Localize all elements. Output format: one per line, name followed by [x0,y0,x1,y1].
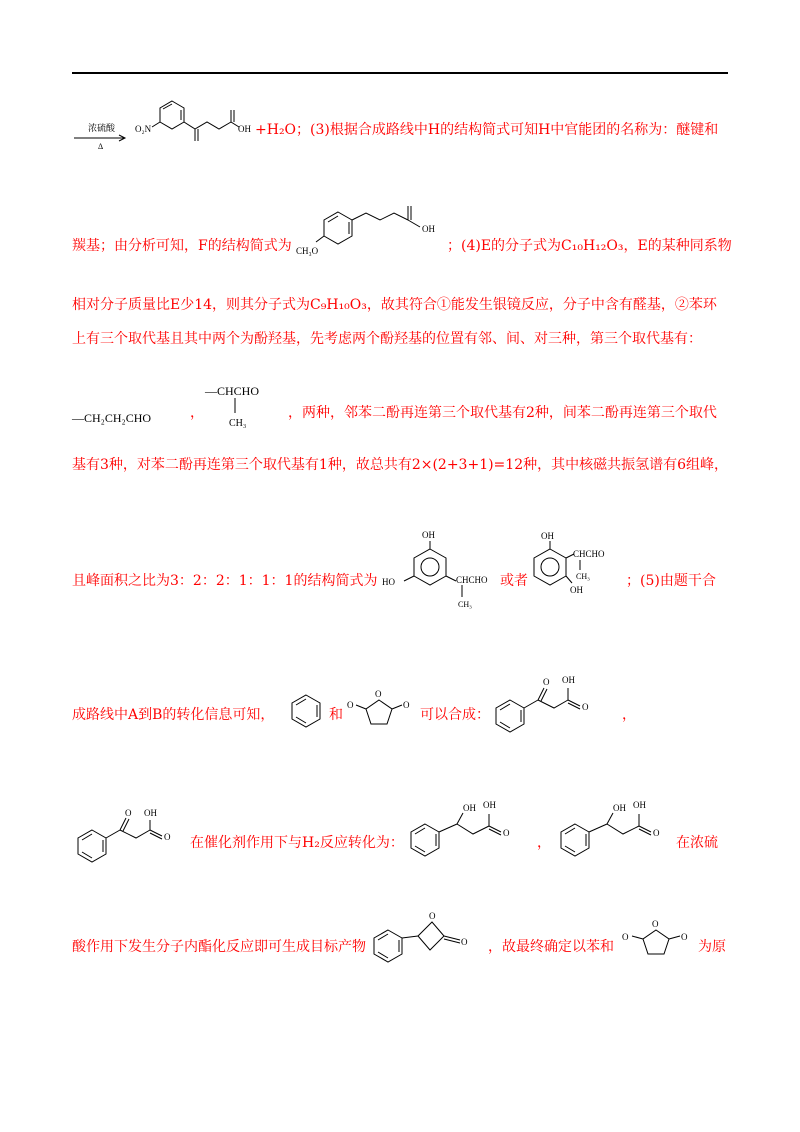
svg-text:O: O [375,689,382,699]
header-rule [72,72,728,74]
svg-text:OH: OH [541,531,554,541]
text-line-10c: 为原 [698,939,726,955]
svg-text:OH: OH [613,803,626,813]
svg-text:O: O [125,808,132,818]
text-line-8b: 和 [329,707,343,723]
text-line-10b: ，故最终确定以苯和 [488,939,614,955]
text-line-7c: ；(5)由题干合 [626,573,716,589]
svg-text:O: O [681,932,688,942]
text-line-6: 基有3种，对苯二酚再连第三个取代基有1种，故总共有2×(2+3+1)=12种，其中核磁共振氢谱有6组峰， [72,457,729,473]
svg-text:O: O [403,700,410,710]
svg-text:CH₃: CH₃ [576,572,590,581]
text-line-9a: 在催化剂作用下与H₂反应转化为： [190,835,404,851]
svg-text:—CH₂CH₂CHO: —CH₂CH₂CHO [72,411,152,425]
svg-text:OH: OH [422,224,435,234]
text-line-5b: ，两种，邻苯二酚再连第三个取代基有2种，间苯二酚再连第三个取代 [288,405,717,421]
svg-text:CHCHO: CHCHO [573,549,605,559]
resorcinol-aldehyde-structure [374,527,504,609]
text-line-7b: 或者 [500,573,528,589]
hydroxy-phenylpropanoic-acid-structure-2 [555,796,685,866]
methyl-acetaldehyde-chain-structure [205,380,285,430]
text-line-9b: ， [537,835,551,851]
text-line-8c: 可以合成： [420,707,490,723]
text-line-1: +H₂O；(3)根据合成路线中H的结构简式可知H中官能团的名称为：醚键和 [255,122,719,138]
propanal-chain-structure [72,405,182,427]
svg-text:O: O [622,932,629,942]
svg-text:O: O [543,677,550,687]
svg-text:CH₃O: CH₃O [296,246,319,256]
svg-text:CH₃: CH₃ [458,600,472,609]
svg-text:OH: OH [562,675,575,685]
reaction-arrow [72,118,132,152]
svg-text:O: O [347,700,354,710]
text-line-5a: ， [190,405,204,421]
svg-text:HO: HO [382,577,395,587]
methoxyphenyl-butanoic-acid-structure [296,198,446,258]
svg-text:OH: OH [483,800,496,810]
hydroxy-phenylpropanoic-acid-structure [405,796,535,866]
svg-text:O: O [164,832,171,842]
succinic-anhydride-structure [344,686,414,736]
svg-text:OH: OH [238,124,251,134]
text-line-8a: 成路线中A到B的转化信息可知， [72,707,275,723]
svg-text:O: O [582,702,589,712]
svg-text:CH₃: CH₃ [229,418,247,429]
svg-text:OH: OH [570,585,583,595]
svg-text:OH: OH [633,800,646,810]
text-line-4: 上有三个取代基且其中两个为酚羟基，先考虑两个酚羟基的位置有邻、间、对三种，第三个取代基有： [72,331,702,347]
benzene-structure [286,692,326,732]
text-line-2b: ；(4)E的分子式为C₁₀H₁₂O₃，E的某种同系物 [447,238,732,254]
catechol-type-aldehyde-structure [526,527,626,607]
svg-text:CHCHO: CHCHO [456,575,488,585]
svg-text:O: O [652,919,659,929]
svg-text:OH: OH [422,530,435,540]
svg-text:OH: OH [463,803,476,813]
text-line-10a: 酸作用下发生分子内酯化反应即可生成目标产物 [72,939,366,955]
beta-lactone-product-structure [368,908,488,968]
svg-text:Δ: Δ [98,142,104,151]
svg-text:O: O [503,828,510,838]
svg-text:—CHCHO: —CHCHO [205,384,260,398]
benzoylpropanoic-acid-structure [490,668,615,736]
svg-text:O: O [429,911,436,921]
svg-text:O₂N: O₂N [135,124,152,134]
benzoylpropanoic-acid-structure-2 [72,808,197,876]
nitrophenyl-keto-acid-structure [135,95,255,150]
succinic-anhydride-structure-2 [616,916,696,966]
text-line-8d: ， [622,707,636,723]
svg-text:O: O [653,828,660,838]
text-line-7a: 且峰面积之比为3：2：2：1：1：1的结构简式为 [72,573,378,589]
text-line-9c: 在浓硫 [676,835,718,851]
svg-text:OH: OH [144,808,157,818]
text-line-2a: 羰基；由分析可知，F的结构简式为 [72,238,292,254]
svg-text:O: O [461,937,468,947]
text-line-3: 相对分子质量比E少14，则其分子式为C₉H₁₀O₃，故其符合①能发生银镜反应，分子中含有醛基，②苯环 [72,297,717,313]
svg-text:浓硫酸: 浓硫酸 [88,123,116,133]
